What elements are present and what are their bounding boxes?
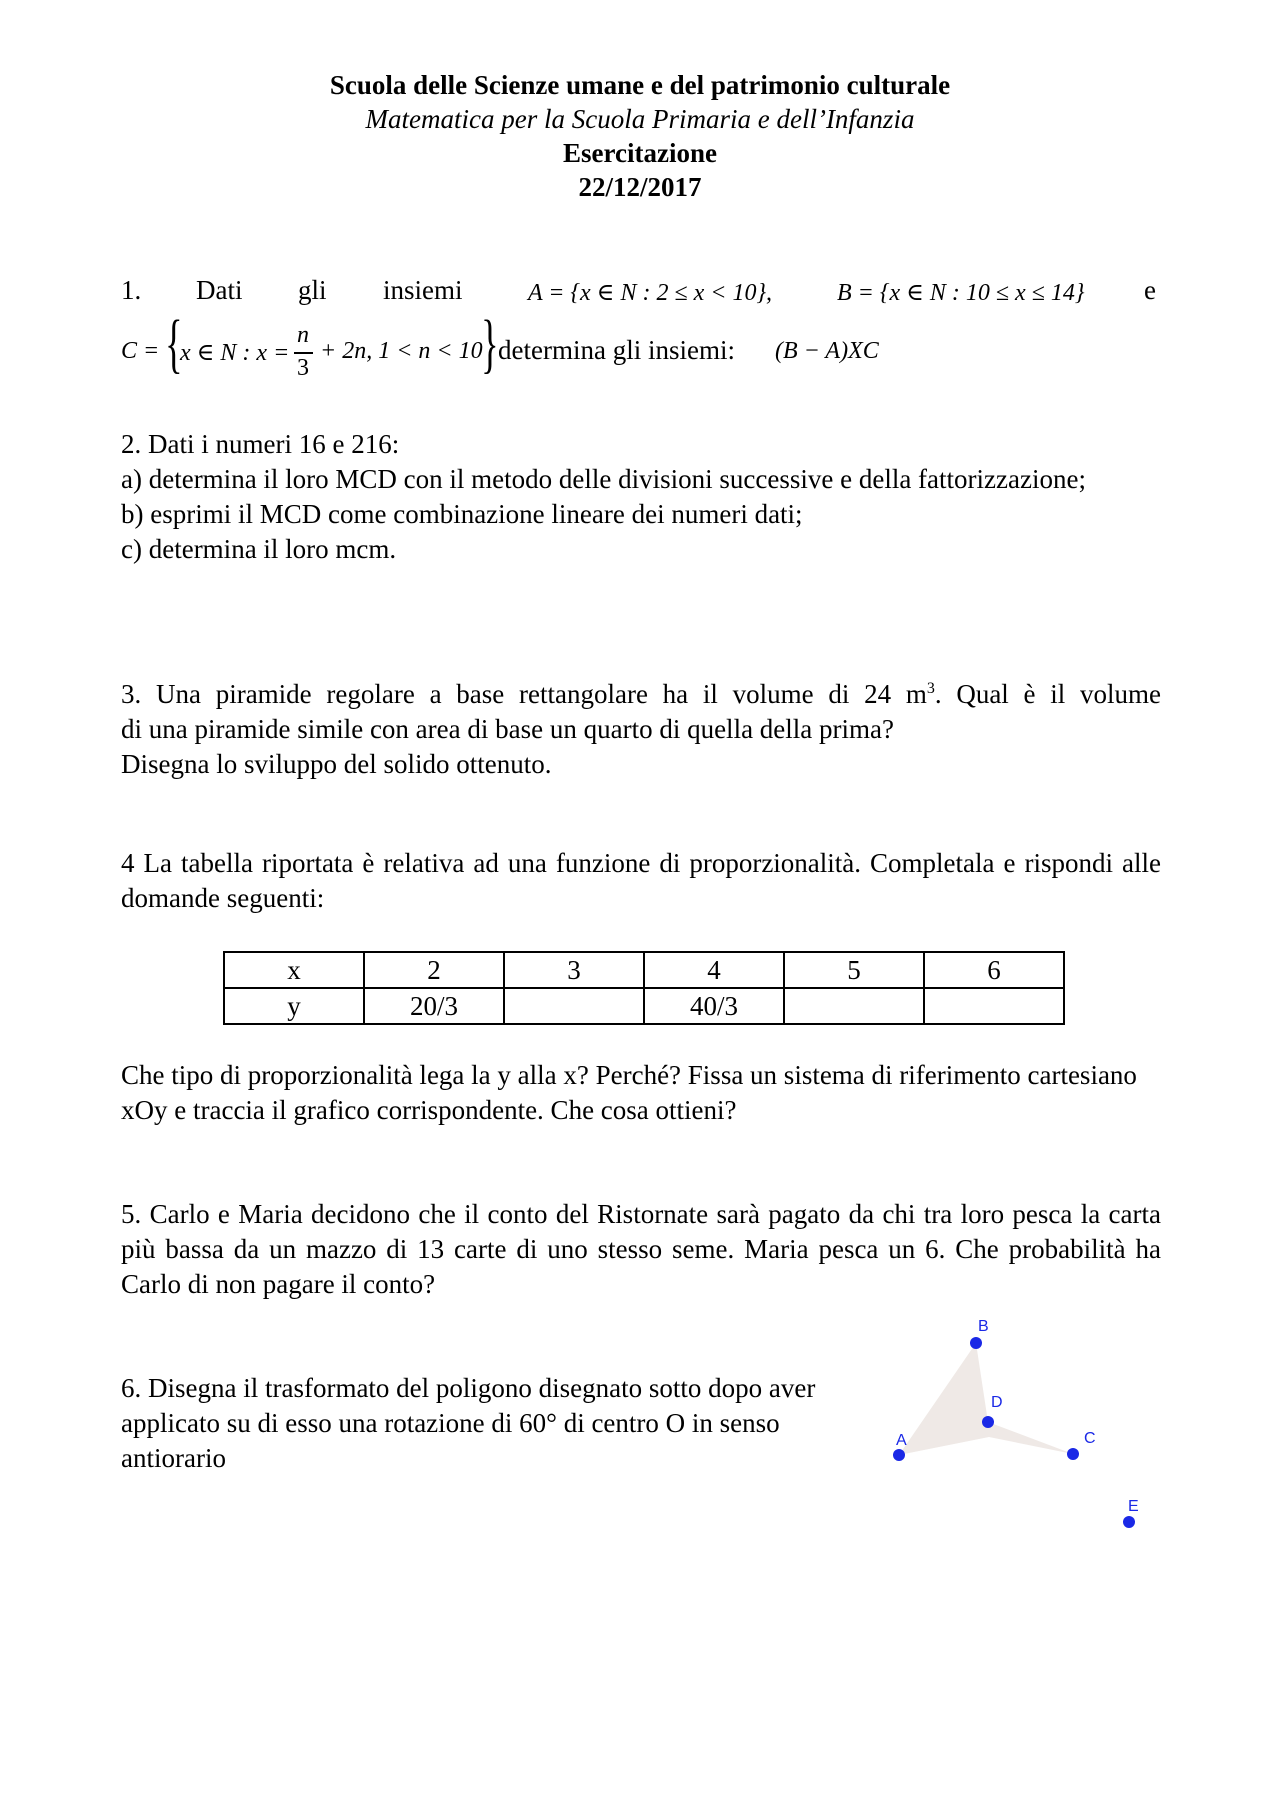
table-row-y xyxy=(224,988,1064,1024)
point-d xyxy=(982,1416,994,1428)
q3-line1-end: . Qual è il volume xyxy=(934,679,1161,709)
polygon-figure xyxy=(860,1300,1180,1540)
question-4-followup: Che tipo di proporzionalità lega la y alla x? Perché? Fissa un sistema di riferimento cartesiano xOy e traccia il grafico corrispondente. Che cosa ottieni? xyxy=(121,1060,1137,1125)
table-cell xyxy=(784,988,924,1024)
point-a xyxy=(893,1449,905,1461)
set-c-condition: x ∈ N : x = xyxy=(180,340,290,366)
q1-word-e: e xyxy=(1144,275,1156,305)
question-3 xyxy=(121,671,1161,782)
fraction-numerator: n xyxy=(297,322,309,348)
q2-part-b: b) esprimi il MCD come combinazione lineare dei numeri dati; xyxy=(121,499,803,529)
set-c-close-brace: } xyxy=(481,307,499,380)
set-c-open-brace: { xyxy=(165,307,183,380)
q1-expression: (B − A)XC xyxy=(775,338,879,364)
set-c-range: + 2n, 1 < n < 10 xyxy=(320,338,483,364)
question-6: 6. Disegna il trasformato del poligono disegnato sotto dopo aver applicato su di esso una rotazione di 60° di centro O in senso antiorario xyxy=(121,1373,816,1473)
table-cell: x xyxy=(224,952,364,988)
q3-line1: 3. Una piramide regolare a base rettangolare ha il volume di 24 m xyxy=(121,679,927,709)
set-c-lhs: C = xyxy=(121,338,160,364)
point-c xyxy=(1067,1448,1079,1460)
point-e xyxy=(1123,1516,1135,1528)
polygon-shape xyxy=(899,1343,1073,1455)
fraction-bar xyxy=(294,352,313,354)
q2-part-c: c) determina il loro mcm. xyxy=(121,534,397,564)
point-b xyxy=(970,1337,982,1349)
question-2 xyxy=(121,427,1161,567)
document-header xyxy=(0,68,1280,204)
course-title: Matematica per la Scuola Primaria e dell’Infanzia xyxy=(365,104,915,134)
label-e: E xyxy=(1128,1498,1139,1515)
document-date: 22/12/2017 xyxy=(578,172,702,202)
table-cell: 20/3 xyxy=(364,988,504,1024)
table-row-x xyxy=(224,952,1064,988)
label-d: D xyxy=(991,1394,1003,1411)
q3-line2: di una piramide simile con area di base un quarto di quella della prima? xyxy=(121,714,894,744)
table-cell: y xyxy=(224,988,364,1024)
table-cell xyxy=(504,988,644,1024)
q1-number: 1. xyxy=(121,275,142,305)
question-5: 5. Carlo e Maria decidono che il conto del Ristornate sarà pagato da chi tra loro pesca la carta più bassa da un mazzo di 13 carte di uno stesso seme. Maria pesca un 6. Che probabilità ha Carlo di non pagare il conto? xyxy=(121,1199,1161,1299)
set-a: A = {x ∈ N : 2 ≤ x < 10}, xyxy=(528,280,773,306)
fraction-denominator: 3 xyxy=(297,355,309,381)
q1-word-insiemi: insiemi xyxy=(383,275,463,305)
q1-word-dati: Dati xyxy=(196,275,243,305)
table-cell xyxy=(924,988,1064,1024)
q3-exponent: 3 xyxy=(926,680,935,697)
question-4-text: 4 La tabella riportata è relativa ad una funzione di proporzionalità. Completala e rispondi alle domande seguenti: xyxy=(121,848,1161,913)
table-cell: 2 xyxy=(364,952,504,988)
table-cell: 3 xyxy=(504,952,644,988)
q1-task: determina gli insiemi: xyxy=(498,335,735,365)
label-a: A xyxy=(896,1432,907,1449)
table-cell: 40/3 xyxy=(644,988,784,1024)
document-type: Esercitazione xyxy=(563,138,717,168)
q2-part-a: a) determina il loro MCD con il metodo delle divisioni successive e della fattorizzazione; xyxy=(121,464,1086,494)
label-b: B xyxy=(978,1318,989,1335)
school-name: Scuola delle Scienze umane e del patrimonio culturale xyxy=(329,70,951,100)
q2-intro: 2. Dati i numeri 16 e 216: xyxy=(121,429,400,459)
q1-word-gli: gli xyxy=(298,275,327,305)
q3-line3: Disegna lo sviluppo del solido ottenuto. xyxy=(121,749,552,779)
table-cell: 5 xyxy=(784,952,924,988)
table-cell: 6 xyxy=(924,952,1064,988)
table-cell: 4 xyxy=(644,952,784,988)
label-c: C xyxy=(1084,1430,1096,1447)
set-b: B = {x ∈ N : 10 ≤ x ≤ 14} xyxy=(837,280,1085,306)
proportionality-table xyxy=(223,951,1065,1025)
